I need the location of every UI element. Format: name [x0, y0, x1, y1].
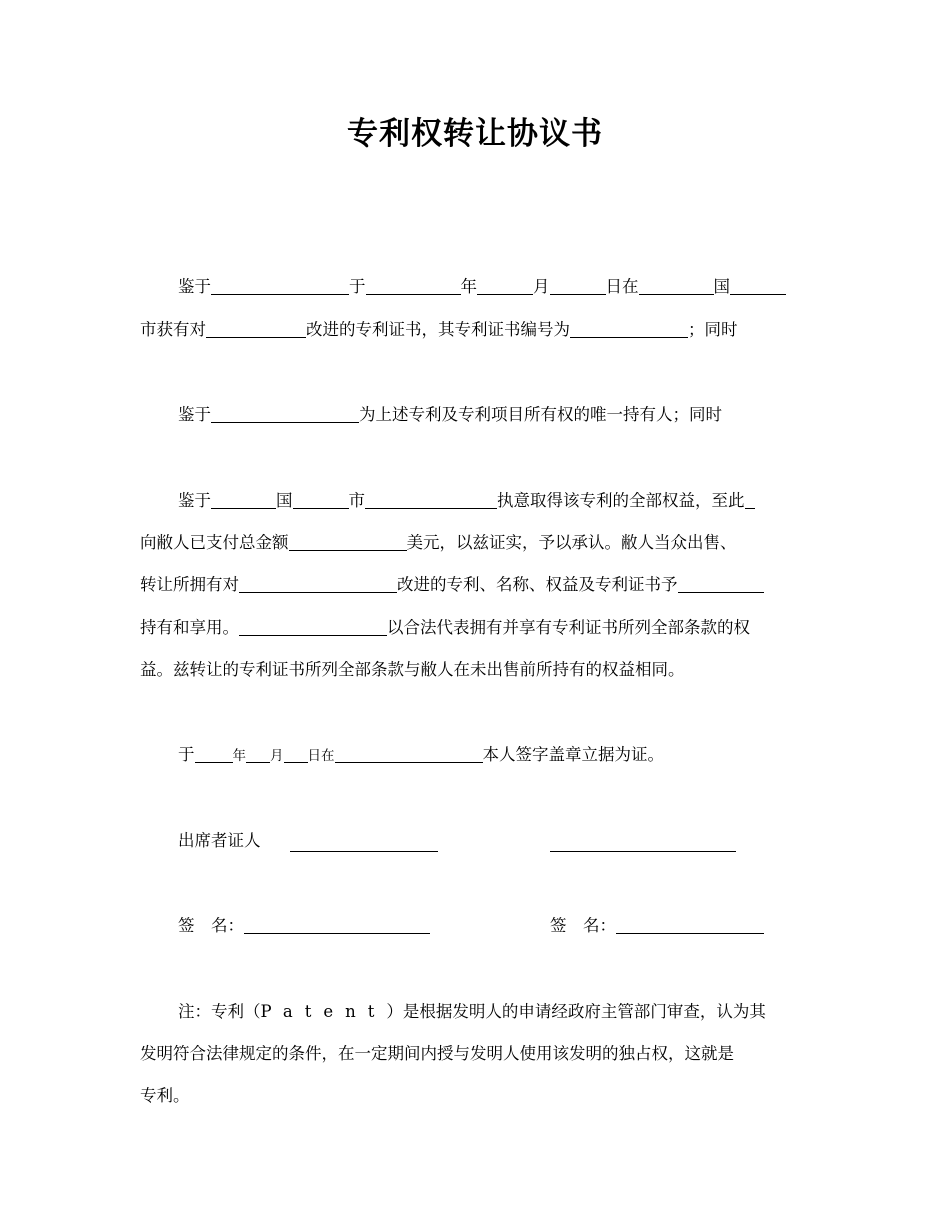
blank-field	[550, 275, 606, 295]
text: 于	[178, 745, 195, 764]
text: 益。兹转让的专利证书所列全部条款与敝人在未出售前所持有的权益相同。	[140, 660, 685, 679]
blank-field	[477, 275, 533, 295]
document-title: 专利权转让协议书	[347, 116, 603, 152]
blank-field	[335, 743, 483, 763]
text: 鉴于	[178, 277, 211, 296]
text: 鉴于	[178, 491, 211, 510]
blank-field	[289, 531, 407, 551]
text: 年	[232, 748, 246, 764]
text: 美元，以兹证实，予以承认。敝人当众出售、	[406, 533, 737, 552]
text: 向敝人已支付总金额	[140, 533, 289, 552]
blank-field	[730, 275, 786, 295]
patent-word: Patent	[260, 1002, 387, 1021]
signature-label-right: 签 名：	[550, 916, 616, 935]
text: 持有和享用。	[140, 618, 239, 637]
blank-field	[211, 275, 349, 295]
witness-blank-left	[290, 832, 438, 852]
blank-field	[570, 318, 688, 338]
blank-field	[246, 743, 270, 763]
paragraph-2	[178, 400, 722, 430]
signature-label-left: 签 名：	[178, 916, 244, 935]
paragraph-1-line-2	[140, 315, 738, 345]
paragraph-3-line-2	[140, 528, 737, 558]
witness-blank-right	[550, 832, 736, 852]
text: 改进的专利证书，其专利证书编号为	[306, 320, 570, 339]
blank-field	[639, 275, 714, 295]
paragraph-3-line-5	[140, 655, 685, 685]
text: 年	[460, 277, 477, 296]
blank-field	[366, 275, 461, 295]
blank-field	[284, 743, 308, 763]
blank-field	[211, 403, 359, 423]
blank-field	[195, 743, 233, 763]
paragraph-3-line-1	[178, 486, 755, 516]
text: 鉴于	[178, 405, 211, 424]
text: 转让所拥有对	[140, 575, 239, 594]
signature-row-left	[178, 911, 430, 941]
text: 以合法代表拥有并享有专利证书所列全部条款的权	[387, 618, 750, 637]
signature-blank-right	[616, 914, 764, 934]
note-line-3: 专利。	[140, 1086, 190, 1105]
note-line-2: 发明符合法律规定的条件，在一定期间内授与发明人使用该发明的独占权，这就是	[140, 1044, 734, 1063]
text: 国	[713, 277, 730, 296]
text: ；同时	[688, 320, 738, 339]
text: 市获有对	[140, 320, 206, 339]
blank-field	[239, 573, 397, 593]
text: 日在	[605, 277, 639, 296]
witness-label: 出席者证人	[178, 831, 261, 850]
signature-blank-left	[244, 914, 430, 934]
text: 月	[533, 277, 550, 296]
blank-field	[206, 318, 306, 338]
blank-field	[211, 489, 276, 509]
text: 本人签字盖章立据为证。	[482, 745, 664, 764]
text: ）是根据发明人的申请经政府主管部门审查，认为其	[386, 1002, 766, 1021]
text: 改进的专利、名称、权益及专利证书予	[397, 575, 678, 594]
text: 于	[349, 277, 366, 296]
blank-field	[365, 489, 497, 509]
paragraph-3-line-4	[140, 613, 750, 643]
text: 为上述专利及专利项目所有权的唯一持有人；同时	[359, 405, 722, 424]
blank-field	[745, 489, 755, 509]
blank-field	[239, 616, 387, 636]
signature-row-right	[550, 911, 764, 941]
paragraph-4	[178, 740, 664, 770]
text: 国	[276, 491, 293, 510]
note-line-1	[178, 997, 766, 1027]
blank-field	[293, 489, 349, 509]
text: 月	[270, 748, 284, 764]
text: 注：专利（	[178, 1002, 261, 1021]
text: 市	[348, 491, 365, 510]
blank-field	[678, 573, 764, 593]
paragraph-3-line-3	[140, 570, 764, 600]
text: 日在	[307, 748, 335, 764]
witness-row	[178, 826, 261, 856]
text: 执意取得该专利的全部权益，至此	[497, 491, 745, 510]
paragraph-1-line-1	[178, 272, 786, 302]
